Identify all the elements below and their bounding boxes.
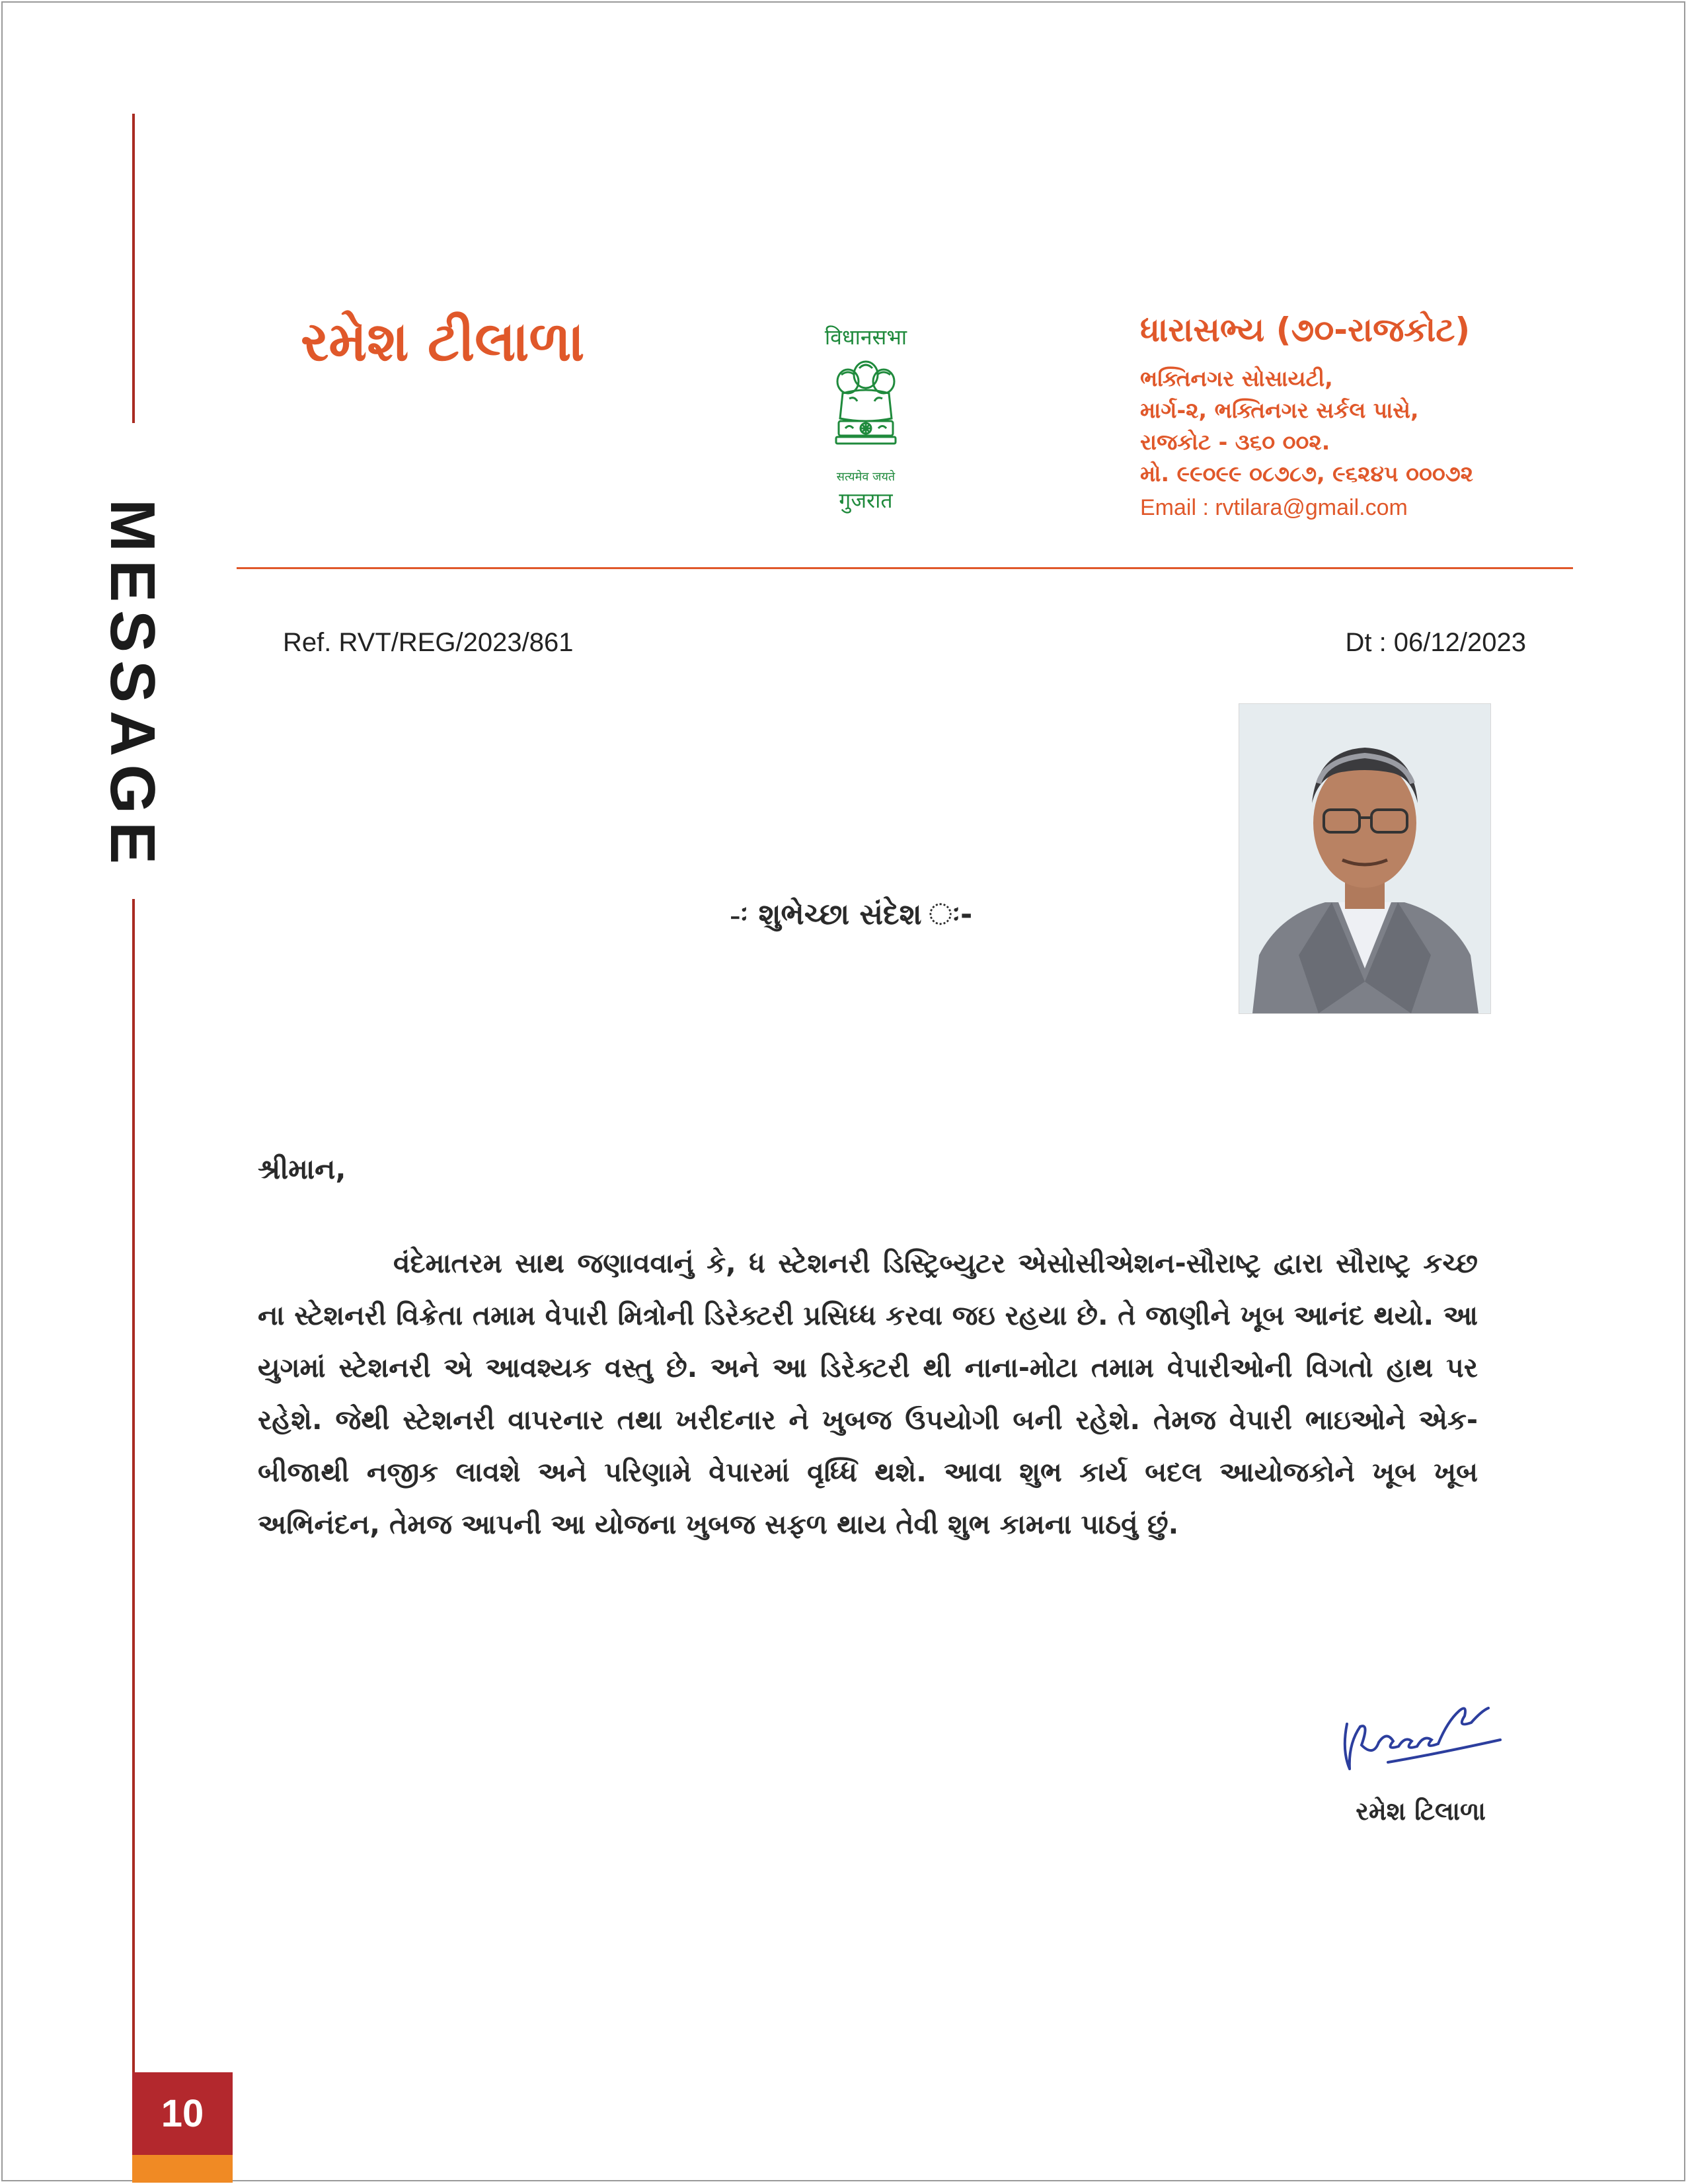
header-divider [237, 567, 1573, 569]
salutation: શ્રીમાન, [258, 1153, 346, 1185]
national-emblem-icon [823, 355, 909, 467]
letter-subject [661, 898, 1190, 931]
email-address: Email : rvtilara@gmail.com [1140, 495, 1408, 520]
signatory-name: રમેશ ટિલાળા [1356, 1797, 1486, 1826]
side-rule-bottom [132, 899, 135, 2072]
subject-text: -ઃ શુભેચ્છા સંદેશ ઃ- [730, 898, 973, 931]
emblem-motto: सत्यमेव जयते [836, 470, 896, 484]
emblem-top-text: विधानसभा [824, 325, 907, 350]
letterhead-name: રમેશ ટીલાળા [301, 311, 585, 373]
contact-block [1140, 311, 1563, 526]
emblem-block [800, 323, 932, 527]
page-number: 10 [132, 2072, 233, 2155]
side-rule-top [132, 114, 135, 423]
letter-body: વંદેમાતરમ સાથ જણાવવાનું કે, ધ સ્ટેશનરી ડિસ્ટ્રિબ્યુટર એસોસીએશન-સૌરાષ્ટ્ર દ્વારા સૌરાષ્ટ્ર કચ્છ ના સ્ટેશનરી વિક્રેતા તમામ વેપારી મિત્રોની ડિરેક્ટરી પ્રસિધ્ધ કરવા જઇ રહયા છે. તે જાણીને ખૂબ આનંદ થયો. આ યુગમાં સ્ટેશનરી એ આવશ્યક વસ્તુ છે. અને આ ડિરેક્ટરી થી નાના-મોટા તમામ વેપારીઓની વિગતો હાથ પર રહેશે. જેથી સ્ટેશનરી વાપરનાર તથા ખરીદનાર ને ખુબજ ઉપયોગી બની રહેશે. તેમજ વેપારી ભાઇઓને એક-બીજાથી નજીક લાવશે અને પરિણામે વેપારમાં વૃધ્ધિ થશે. આવા શુભ કાર્ય બદલ આયોજકોને ખૂબ ખૂબ અભિનંદન, તેમજ આપની આ યોજના ખુબજ સફળ થાય તેવી શુભ કામના પાઠવું છું. [258, 1247, 1478, 1540]
reference-number: Ref. RVT/REG/2023/861 [283, 628, 574, 657]
emblem-bottom-text: गुजरात [839, 488, 893, 513]
handwritten-signature [1335, 1684, 1507, 1783]
page-number-strip [132, 2155, 233, 2183]
letter-date: Dt : 06/12/2023 [1345, 628, 1526, 657]
portrait-photo [1239, 703, 1491, 1014]
portrait-image [1239, 704, 1490, 1013]
phone-numbers: મો. ૯૯૦૯૯ ૦૮૭૮૭, ૯૬૨૪૫ ૦૦૦૭૨ [1140, 461, 1474, 487]
address-line: ભક્તિનગર સોસાયટી, [1140, 366, 1333, 391]
section-label: MESSAGE [97, 499, 168, 873]
address-line: માર્ગ-૨, ભક્તિનગર સર્કલ પાસે, [1140, 397, 1419, 423]
address-line: રાજકોટ - ૩૬૦ ૦૦૨. [1140, 429, 1330, 455]
designation: ધારાસભ્ય (૭૦-રાજકોટ) [1140, 311, 1471, 349]
